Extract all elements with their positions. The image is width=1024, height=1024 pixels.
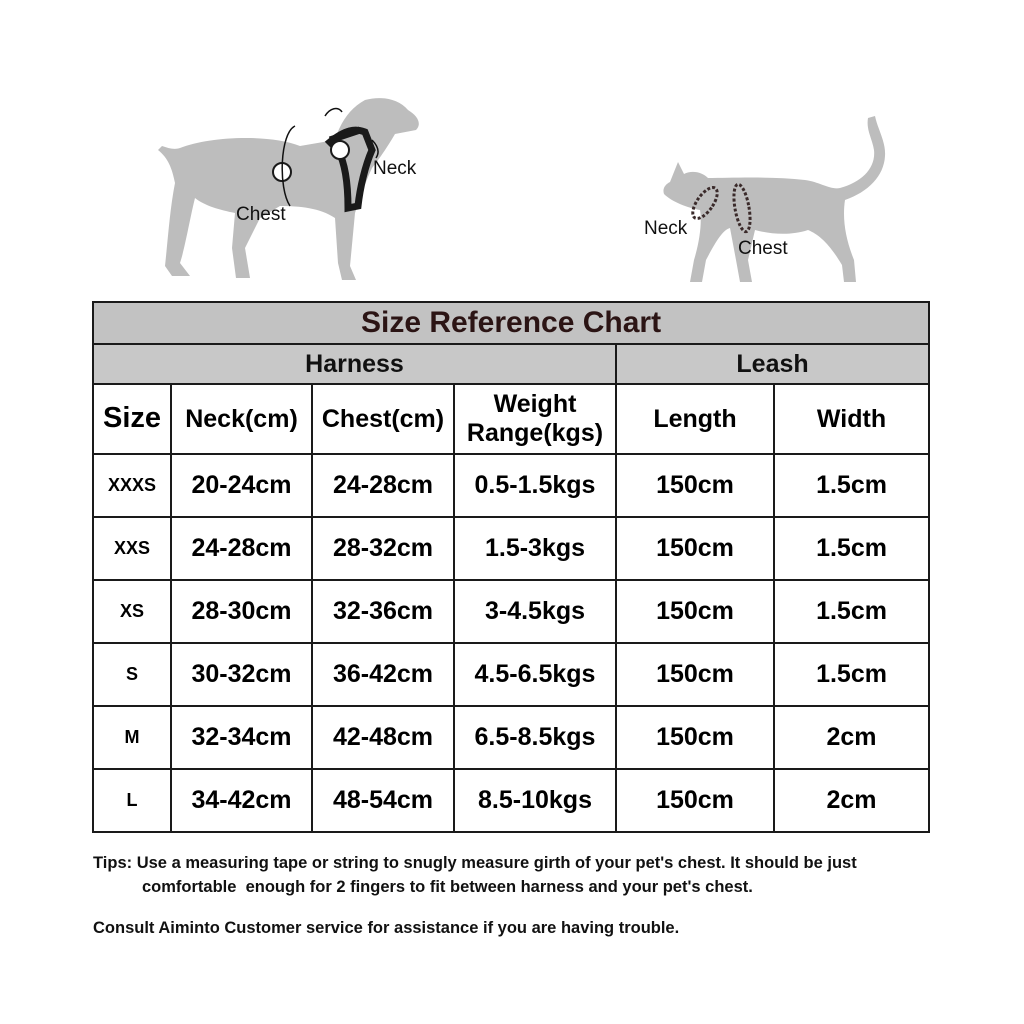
- neck-cell: 34-42cm: [171, 769, 312, 832]
- neck-cell: 24-28cm: [171, 517, 312, 580]
- weight-cell: 4.5-6.5kgs: [454, 643, 616, 706]
- tips-block: [93, 851, 993, 899]
- weight-cell: 0.5-1.5kgs: [454, 454, 616, 517]
- chart-title-cell: [93, 302, 929, 344]
- tips-line1: Use a measuring tape or string to snugly measure girth of your pet's chest. It should be just: [136, 854, 857, 872]
- weight-cell: 1.5-3kgs: [454, 517, 616, 580]
- neck-cell: 28-30cm: [171, 580, 312, 643]
- size-cell: S: [93, 643, 171, 706]
- neck-cell: 20-24cm: [171, 454, 312, 517]
- length-cell: 150cm: [616, 454, 774, 517]
- tips-label: Tips:: [93, 854, 133, 872]
- neck-column-header: Neck(cm): [171, 384, 312, 454]
- table-row: [93, 454, 929, 517]
- size-column-header: Size: [93, 384, 171, 454]
- width-cell: 2cm: [774, 769, 929, 832]
- cat-chest-label: Chest: [738, 238, 788, 259]
- neck-cell: 32-34cm: [171, 706, 312, 769]
- size-cell: XXS: [93, 517, 171, 580]
- width-cell: 1.5cm: [774, 454, 929, 517]
- weight-column-header: [454, 384, 616, 454]
- weight-cell: 6.5-8.5kgs: [454, 706, 616, 769]
- chart-title: Size Reference Chart: [360, 306, 662, 339]
- length-column-header: Length: [616, 384, 774, 454]
- chest-cell: 32-36cm: [312, 580, 454, 643]
- dog-neck-label: Neck: [373, 158, 417, 179]
- cat-neck-label: Neck: [644, 218, 688, 239]
- dog-illustration: [150, 88, 440, 288]
- table-row: [93, 706, 929, 769]
- weight-cell: 8.5-10kgs: [454, 769, 616, 832]
- size-reference-chart: [92, 301, 930, 833]
- weight-header-line1: Weight: [493, 390, 577, 419]
- cat-illustration: [630, 110, 900, 290]
- chest-cell: 42-48cm: [312, 706, 454, 769]
- size-cell: L: [93, 769, 171, 832]
- tips-line2: comfortable enough for 2 fingers to fit between harness and your pet's chest.: [142, 878, 753, 896]
- dog-chest-label: Chest: [236, 204, 286, 225]
- consult-note: Consult Aiminto Customer service for assistance if you are having trouble.: [93, 919, 680, 937]
- table-row: [93, 769, 929, 832]
- length-cell: 150cm: [616, 580, 774, 643]
- length-cell: 150cm: [616, 517, 774, 580]
- weight-header-line2: Range(kgs): [466, 419, 604, 447]
- length-cell: 150cm: [616, 769, 774, 832]
- width-cell: 2cm: [774, 706, 929, 769]
- table-row: [93, 517, 929, 580]
- table-row: [93, 580, 929, 643]
- chest-cell: 48-54cm: [312, 769, 454, 832]
- width-cell: 1.5cm: [774, 643, 929, 706]
- length-cell: 150cm: [616, 706, 774, 769]
- column-header-row: [93, 384, 929, 454]
- dog-silhouette-icon: [150, 88, 440, 288]
- tips-first-line: [93, 851, 993, 875]
- size-cell: XXXS: [93, 454, 171, 517]
- width-cell: 1.5cm: [774, 580, 929, 643]
- length-cell: 150cm: [616, 643, 774, 706]
- weight-cell: 3-4.5kgs: [454, 580, 616, 643]
- leash-group-header: Leash: [616, 344, 929, 384]
- size-cell: M: [93, 706, 171, 769]
- width-column-header: Width: [774, 384, 929, 454]
- width-cell: 1.5cm: [774, 517, 929, 580]
- group-header-row: [93, 344, 929, 384]
- chart-title-row: [93, 302, 929, 344]
- chest-cell: 36-42cm: [312, 643, 454, 706]
- harness-group-header: Harness: [93, 344, 616, 384]
- table-row: [93, 643, 929, 706]
- chest-column-header: Chest(cm): [312, 384, 454, 454]
- cat-silhouette-icon: [630, 110, 900, 290]
- chest-cell: 24-28cm: [312, 454, 454, 517]
- neck-cell: 30-32cm: [171, 643, 312, 706]
- size-cell: XS: [93, 580, 171, 643]
- chest-cell: 28-32cm: [312, 517, 454, 580]
